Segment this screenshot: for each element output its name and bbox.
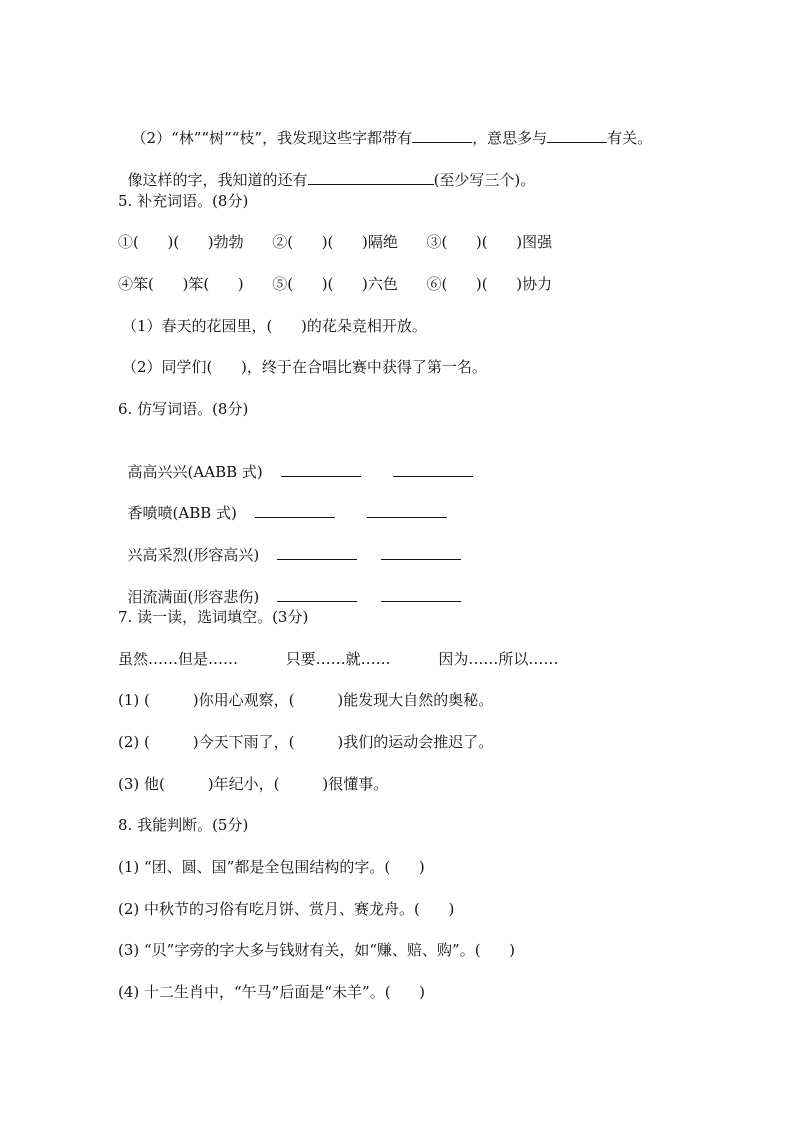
answer-blank[interactable] bbox=[381, 586, 461, 602]
q8-statement-3: (3) “贝”字旁的字大多与钱财有关，如“赚、赔、购”。( ) bbox=[118, 941, 516, 959]
q7-title: 7. 读一读，选词填空。(3分) bbox=[118, 608, 309, 626]
q5-sentence-2: （2）同学们( )，终于在合唱比赛中获得了第一名。 bbox=[122, 358, 487, 376]
answer-blank[interactable] bbox=[308, 169, 434, 185]
q8-title: 8. 我能判断。(5分) bbox=[118, 816, 249, 834]
answer-blank[interactable] bbox=[281, 461, 361, 477]
q4-2b-line bbox=[118, 149, 535, 190]
q7-options: 虽然……但是…… 只要……就…… 因为……所以…… bbox=[118, 650, 559, 668]
q6-title: 6. 仿写词语。(8分) bbox=[118, 400, 249, 418]
q6-item-label: 高高兴兴(AABB 式) bbox=[127, 463, 263, 481]
answer-blank[interactable] bbox=[547, 127, 607, 143]
answer-blank[interactable] bbox=[367, 502, 447, 518]
answer-blank[interactable] bbox=[277, 586, 357, 602]
q7-sentence-2: (2) ( )今天下雨了，( )我们的运动会推迟了。 bbox=[118, 733, 494, 751]
q7-sentence-3: (3) 他( )年纪小，( )很懂事。 bbox=[118, 775, 389, 793]
answer-blank[interactable] bbox=[393, 461, 473, 477]
q8-statement-4: (4) 十二生肖中，“午马”后面是“未羊”。( ) bbox=[118, 983, 426, 1001]
q6-item-label: 泪流满面(形容悲伤) bbox=[127, 588, 260, 606]
q6-item-label: 兴高采烈(形容高兴) bbox=[127, 546, 260, 564]
answer-blank[interactable] bbox=[255, 502, 335, 518]
q4-2-text-2: ，意思多与 bbox=[472, 129, 548, 147]
q5-title: 5. 补充词语。(8分) bbox=[118, 192, 249, 210]
q8-statement-2: (2) 中秋节的习俗有吃月饼、赏月、赛龙舟。( ) bbox=[118, 900, 455, 918]
q5-row-2: ④笨( )笨( ) ⑤( )( )六色 ⑥( )( )协力 bbox=[118, 275, 553, 293]
answer-blank[interactable] bbox=[412, 127, 472, 143]
answer-blank[interactable] bbox=[381, 544, 461, 560]
q6-item-3 bbox=[118, 524, 461, 565]
q6-item-2 bbox=[118, 482, 447, 523]
q4-2-line bbox=[122, 107, 652, 148]
q4-2-text-3: 有关。 bbox=[607, 129, 653, 147]
q6-item-4 bbox=[118, 566, 461, 607]
answer-blank[interactable] bbox=[277, 544, 357, 560]
q5-sentence-1: （1）春天的花园里，( )的花朵竞相开放。 bbox=[122, 317, 427, 335]
q6-item-1 bbox=[118, 441, 473, 482]
q6-item-label: 香喷喷(ABB 式) bbox=[127, 504, 237, 522]
q7-sentence-1: (1) ( )你用心观察，( )能发现大自然的奥秘。 bbox=[118, 691, 494, 709]
q5-row-1: ①( )( )勃勃 ②( )( )隔绝 ③( )( )图强 bbox=[118, 233, 553, 251]
q4-2-text-1: （2）“林”“树”“枝”，我发现这些字都带有 bbox=[131, 129, 413, 147]
q4-2b-text-1: 像这样的字，我知道的还有 bbox=[127, 171, 308, 189]
q8-statement-1: (1) “团、圆、国”都是全包围结构的字。( ) bbox=[118, 858, 425, 876]
q4-2b-text-2: (至少写三个)。 bbox=[433, 171, 536, 189]
